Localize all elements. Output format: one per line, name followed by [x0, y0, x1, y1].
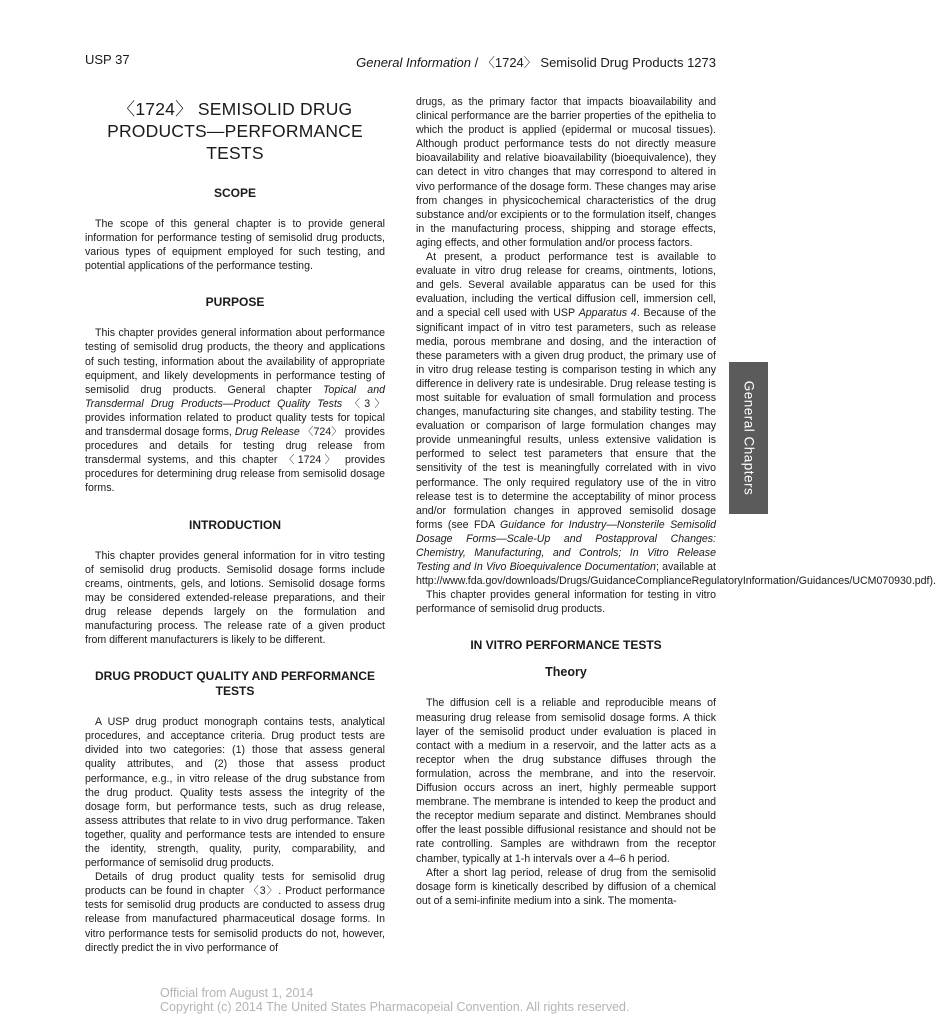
- theory-paragraph-1: The diffusion cell is a reliable and reproducible means of measuring drug release from semisolid dosage forms. A thick layer of the semisolid product under evaluation is placed in contact with a medium in a reservoir, and the latter acts as a receptor when the drug substance diffuses through the formulation, across the membrane, and into the reservoir. Diffusion occurs across an inert, highly permeable support membrane. The membrane is intended to keep the product and the receptor medium separate and distinct. Membranes should offer the least possible diffusional resistance and should not be rate controlling. Samples are withdrawn from the receptor chamber, typically at 1-h intervals over a 4–6 h period.: [416, 697, 716, 865]
- introduction-heading: INTRODUCTION: [189, 517, 281, 532]
- quality-paragraph-2: Details of drug product quality tests for semisolid drug products can be found in chapter 〈3〉. Product performance tests for semisolid drug products are conducted to assess drug release from manufactured pharmaceutical dosage forms. In vitro performance tests for semisolid products do not, however, directly predict the in vivo performance of: [85, 871, 385, 954]
- continued-paragraph: drugs, as the primary factor that impacts bioavailability and clinical performance are the barrier properties of the epithelia to which the product is applied (epidermal or mucosal tissues). Although product performance tests do not directly measure bioavailability and relative bioavailability (bioequivalence), they can detect in vitro changes that may correspond to altered in vivo performance of the dosage form. These changes may arise from changes in physicochemical characteristics of the drug substance and/or excipients or to the formulation itself, changes in the manufacturing process, shipping and storage effects, aging effects, and other formulation and/or process factors.: [416, 96, 716, 249]
- header-section-name: General Information: [356, 55, 472, 70]
- running-header-right: [356, 52, 716, 71]
- introduction-paragraph: This chapter provides general information for in vitro testing of semisolid drug products. Semisolid dosage forms include creams, ointments, gels, and lotions. Semisolid dosage forms may be considered extended-release preparations, and their drug release depends largely on the formulation and manufacturing process. The release rate of a given product from different manufacturers is likely to be different.: [85, 549, 385, 647]
- running-header-left: USP 37: [85, 52, 130, 67]
- theory-paragraph-2: After a short lag period, release of drug from the semisolid dosage form is kinetically described by diffusion of a chemical out of a semi-infinite medium into a sink. The momenta-: [416, 866, 716, 907]
- general-chapters-tab: [729, 362, 768, 514]
- footer-copyright: Copyright (c) 2014 The United States Pharmacopeial Convention. All rights reserved.: [160, 1000, 630, 1014]
- footer-watermark: [160, 986, 629, 1014]
- scope-paragraph: The scope of this general chapter is to provide general information for performance testing of semisolid drug products, various types of equipment employed for such testing, and potential applications of the performance testing.: [85, 218, 385, 273]
- quality-paragraph-1: A USP drug product monograph contains tests, analytical procedures, and acceptance criteria. Drug product tests are divided into two categories: (1) those that assess general quality attributes, and (2) those that assess product performance, e.g., in vitro release of the drug substance from the drug product. Quality tests assess the integrity of the dosage form, but performance tests, such as drug release, assess attributes that relate to in vivo drug performance. Taken together, quality and performance tests are intended to ensure the identity, strength, quality, purity, comparability, and performance of semisolid drug products.: [85, 716, 385, 870]
- footer-official-date: Official from August 1, 2014: [160, 986, 314, 1000]
- tab-label: General Chapters: [741, 380, 756, 496]
- general-info-paragraph: This chapter provides general information for testing in vitro performance of semisolid drug products.: [416, 589, 716, 616]
- chapter-title: 〈1724〉 SEMISOLID DRUG PRODUCTS—PERFORMANCE TESTS: [107, 99, 363, 163]
- quality-heading: DRUG PRODUCT QUALITY AND PERFORMANCE TESTS: [94, 669, 375, 699]
- scope-heading: SCOPE: [213, 186, 256, 200]
- purpose-heading: PURPOSE: [205, 295, 265, 310]
- left-column: [85, 95, 385, 955]
- present-paragraph: At present, a product performance test is available to evaluate in vitro drug release for creams, ointments, lotions, and gels. Several available apparatus can be used for this evaluation, including the vertical diffusion cell, immersion cell, and a special cell used with USP Apparatus 4. Because of the significant impact of in vitro test parameters, such as release media, porous membrane and dosing, and the interaction of these parameters with a given drug product, the primary use of in vitro drug release testing is comparison testing in which any difference in delivery rate is undesirable. Drug release testing is most suitable for evaluation of small formulation and process changes, manufacturing site changes, and stability testing. The evaluation or comparison of large formulation changes may provide unmeaningful results, unless extensive validation is performed to select test parameters that ensure that the sensitivity of the test is meaningfully correlated with in vivo performance. The only required regulatory use of the in vitro release test is to determine the acceptability of minor process and/or formulation changes in approved semisolid dosage forms (see FDA Guidance for Industry—Nonsterile Semisolid Dosage Forms—Scale-Up and Postapproval Changes: Chemistry, Manufacturing, and Controls; In Vitro Release Testing and In Vivo Bioequivalence Documentation; available at http://www.fda.gov/downloads/Drugs/GuidanceComplianceRegulatoryInformation/Guidances/UCM070930.pdf).: [416, 251, 936, 588]
- header-chapter-page: / 〈1724〉 Semisolid Drug Products 1273: [471, 55, 716, 70]
- theory-subheading: Theory: [545, 665, 587, 680]
- purpose-paragraph: This chapter provides general information about performance testing of semisolid drug products, the theory and applications of such testing, information about the availability of appropriate equipment, and likely developments in performance testing of semisolid drug products. General chapter Topical and Transdermal Drug Products—Product Quality Tests 〈3〉 provides information related to product quality tests for topical and transdermal dosage forms, Drug Release 〈724〉 provides procedures and details for testing drug release from transdermal systems, and this chapter 〈1724〉 provides procedures for determining drug release from semisolid dosage forms.: [85, 327, 385, 495]
- invitro-heading: IN VITRO PERFORMANCE TESTS: [470, 638, 662, 653]
